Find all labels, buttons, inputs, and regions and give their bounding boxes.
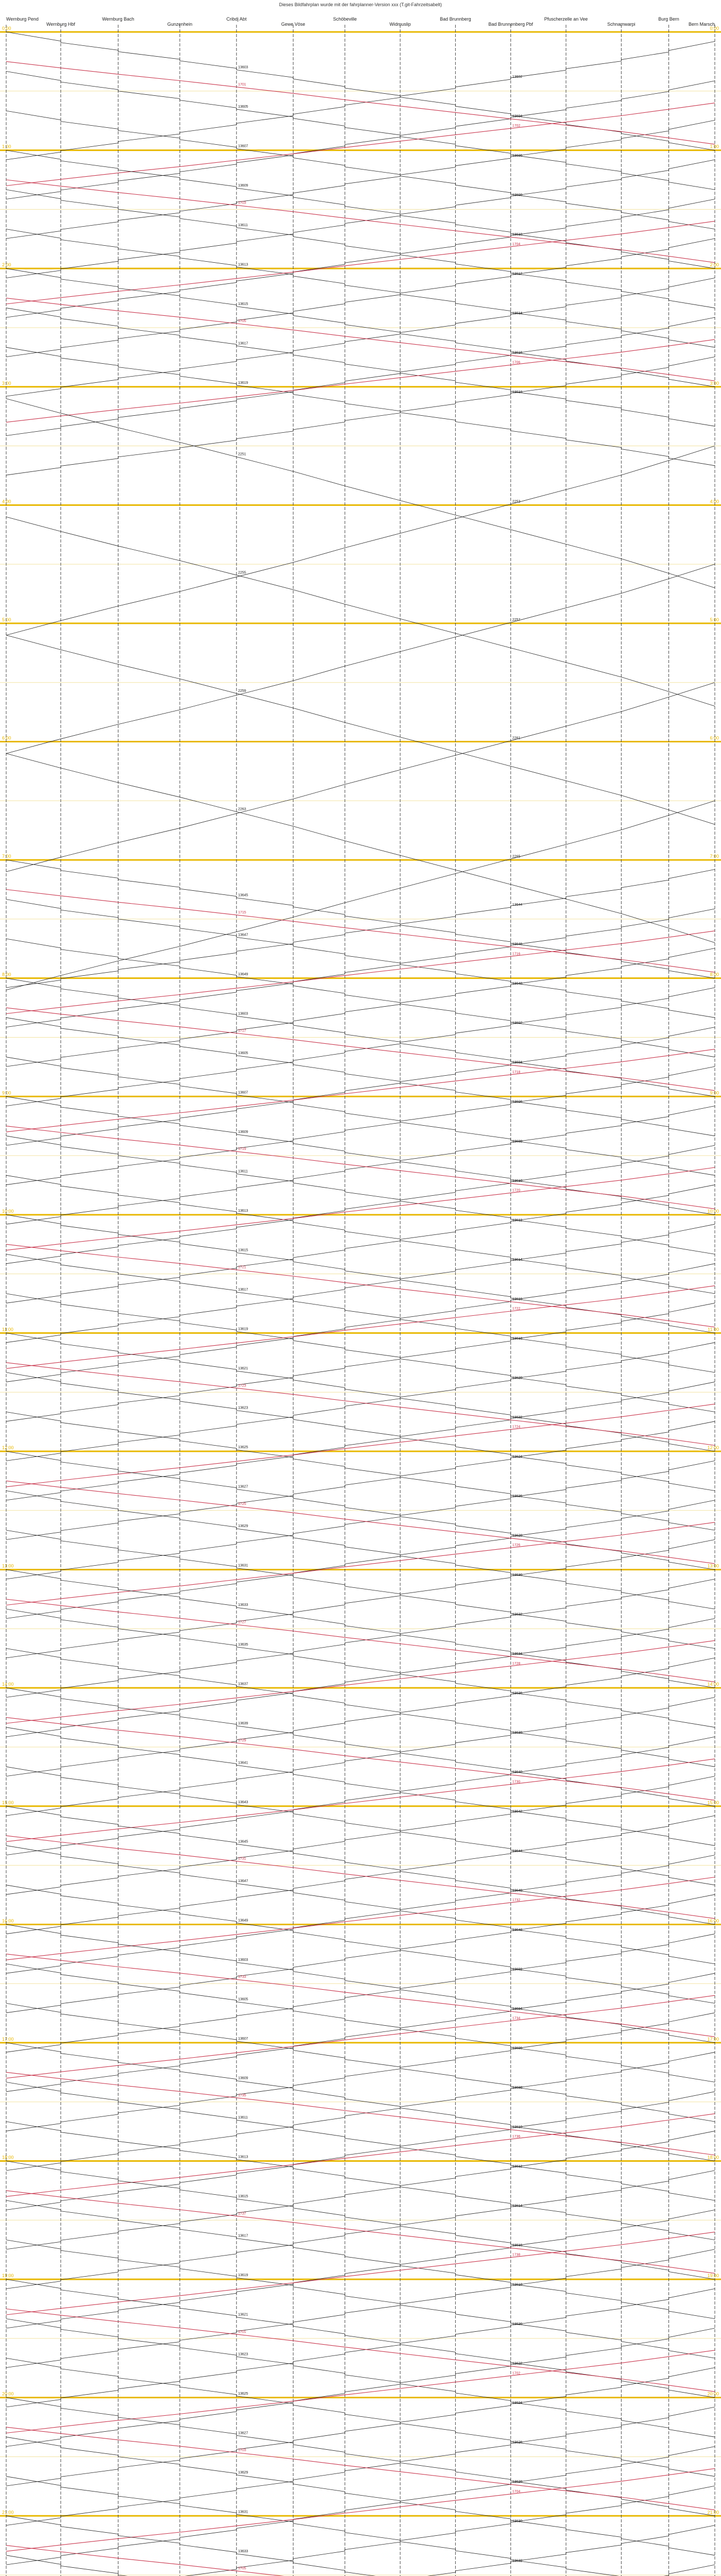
train-path: [6, 399, 715, 588]
train-number: 1728: [512, 1662, 521, 1666]
train-path: [6, 2468, 715, 2551]
train-number: 1737: [238, 2212, 246, 2216]
train-path: [6, 2114, 715, 2197]
train-number: 1722: [512, 1307, 521, 1311]
train-path: [6, 1136, 715, 1255]
hour-label: 14:00: [2, 1682, 14, 1687]
station-name: Bad Brunnberg: [440, 16, 471, 22]
train-path: [6, 931, 715, 1014]
train-number: 13646: [512, 942, 523, 946]
train-number: 13634: [512, 1652, 523, 1656]
train-path: [6, 103, 715, 186]
station-grid: [6, 25, 715, 2576]
train-number: 13626: [512, 1495, 523, 1499]
train-number: 1718: [512, 1070, 521, 1074]
train-number: 13619: [238, 2274, 248, 2278]
train-number: 13624: [512, 2401, 523, 2405]
station-name: Schnamwarpi: [607, 22, 636, 27]
train-number: 13623: [238, 1406, 248, 1410]
train-number: 13617: [238, 342, 248, 346]
hour-label: 13:00: [2, 1563, 14, 1569]
train-number: 13633: [238, 2549, 248, 2553]
train-number: 13619: [238, 381, 248, 385]
train-number: 13641: [238, 1761, 248, 1765]
train-number: 13611: [238, 223, 248, 227]
hour-label: 18:00: [2, 2155, 14, 2160]
hour-label: 3:00: [2, 380, 11, 386]
train-path: [6, 446, 715, 635]
station-labels: [6, 16, 715, 27]
train-number: 2257: [512, 618, 521, 622]
train-number: 13640: [512, 1770, 523, 1774]
hour-label: 15:00: [707, 1800, 719, 1805]
train-path: [6, 1640, 715, 1723]
train-number: 1732: [512, 1898, 521, 1902]
train-number: 13611: [238, 2116, 248, 2120]
train-path: [6, 1877, 715, 1960]
train-number: 1727: [238, 1620, 246, 1624]
train-number: 1723: [238, 1384, 246, 1388]
train-number: 13630: [512, 2519, 523, 2523]
hour-label: 17:00: [2, 2036, 14, 2042]
train-path: [6, 1845, 715, 1964]
train-path: [6, 221, 715, 304]
train-number: 2265: [512, 855, 521, 859]
train-number: 13603: [238, 1012, 248, 1016]
train-number: 2251: [238, 452, 246, 456]
hour-label: 19:00: [2, 2273, 14, 2279]
train-number: 1734: [512, 2016, 521, 2021]
train-number: 13608: [512, 1140, 523, 1144]
train-number: 13604: [512, 114, 523, 118]
train-number: 13610: [512, 233, 523, 237]
train-number: 13627: [238, 2431, 248, 2435]
train-number: 13647: [238, 933, 248, 937]
station-name: Bern Marsch: [688, 22, 715, 27]
hour-label: 10:00: [707, 1208, 719, 1214]
train-path: [6, 1759, 715, 1842]
train-number: 13633: [238, 1603, 248, 1607]
train-path: [6, 2003, 715, 2122]
hour-label: 0:00: [710, 26, 719, 31]
train-path: [6, 1185, 715, 1303]
train-number: 13616: [512, 351, 523, 355]
train-number: 13631: [238, 2510, 248, 2514]
train-number: 1729: [238, 1739, 246, 1743]
train-path: [6, 1894, 715, 2013]
hour-label: 14:00: [707, 1682, 719, 1687]
train-number: 13609: [238, 2076, 248, 2080]
train-path: [6, 1294, 715, 1412]
station-name: Wernburg Pend: [6, 16, 39, 22]
train-number: 13618: [512, 1336, 523, 1341]
train-number: 13606: [512, 1100, 523, 1104]
train-number: 1717: [238, 1029, 246, 1033]
hour-label: 7:00: [2, 854, 11, 859]
train-paths: [6, 32, 715, 2576]
train-path: [6, 635, 715, 824]
train-number: 1701: [238, 82, 246, 87]
train-number: 13613: [238, 263, 248, 267]
train-number: 13637: [238, 1682, 248, 1686]
train-path: [6, 564, 715, 753]
train-path: [6, 2350, 715, 2433]
train-number: 13606: [512, 2046, 523, 2050]
train-number: 13644: [512, 903, 523, 907]
train-number: 1702: [512, 2371, 521, 2376]
train-number: 13619: [238, 1327, 248, 1331]
train-number: 1703: [238, 2448, 246, 2452]
hour-label: 0:00: [2, 26, 11, 31]
train-number: 13621: [238, 1367, 248, 1371]
train-number: 13610: [512, 1179, 523, 1183]
train-path: [6, 2437, 715, 2555]
train-path: [6, 317, 715, 436]
train-number: 1735: [238, 2093, 246, 2097]
train-number: 13613: [238, 1209, 248, 1213]
train-number: 1720: [512, 1189, 521, 1193]
hour-label: 2:00: [710, 262, 719, 268]
train-path: [6, 2477, 715, 2576]
hour-label: 4:00: [2, 499, 11, 504]
hour-label: 21:00: [2, 2510, 14, 2515]
train-path: [6, 1175, 715, 1294]
hour-label: 9:00: [710, 1090, 719, 1096]
station-name: Wernburg Hbf: [46, 22, 75, 27]
hour-label: 21:00: [707, 2510, 719, 2515]
train-number: 2255: [238, 571, 246, 575]
hour-label: 1:00: [2, 144, 11, 149]
train-number: 13625: [238, 1446, 248, 1450]
hour-label: 5:00: [2, 617, 11, 622]
train-number: 1738: [512, 2253, 521, 2257]
train-number: 13623: [238, 2352, 248, 2357]
train-number: 13605: [238, 105, 248, 109]
train-number: 1705: [238, 2567, 246, 2571]
train-number: 13611: [238, 1170, 248, 1174]
train-path: [6, 2232, 715, 2315]
train-number: 13602: [512, 1021, 523, 1025]
train-number: 13615: [238, 2195, 248, 2199]
train-number: 1705: [238, 319, 246, 324]
train-number: 1702: [512, 124, 521, 128]
train-path: [6, 1404, 715, 1487]
train-number: 13612: [512, 2164, 523, 2168]
train-number: 13614: [512, 2204, 523, 2208]
train-number: 13629: [238, 2470, 248, 2475]
train-path: [6, 1727, 715, 1846]
hour-label: 12:00: [707, 1445, 719, 1450]
train-number: 13632: [512, 1613, 523, 1617]
hour-label: 4:00: [710, 499, 719, 504]
hour-label: 6:00: [710, 735, 719, 741]
train-path: [6, 357, 715, 476]
train-number: 13642: [512, 1810, 523, 1814]
hour-label: 6:00: [2, 735, 11, 741]
train-path: [6, 1286, 715, 1369]
train-number: 13627: [238, 1485, 248, 1489]
train-path: [6, 1049, 715, 1132]
train-number: 2261: [512, 736, 521, 740]
train-number: 13614: [512, 312, 523, 316]
hour-label: 8:00: [2, 972, 11, 977]
train-number: 1701: [238, 2330, 246, 2334]
train-number: 1725: [238, 1502, 246, 1506]
train-number: 1730: [512, 1780, 521, 1784]
hour-label: 9:00: [2, 1090, 11, 1096]
train-number: 13602: [512, 1968, 523, 1972]
train-number: 13608: [512, 193, 523, 197]
train-path: [6, 340, 715, 422]
train-number: 13605: [238, 1051, 248, 1055]
train-number: 13609: [238, 184, 248, 188]
train-number: 13628: [512, 1534, 523, 1538]
train-number: 13617: [238, 1288, 248, 1292]
train-path: [6, 2240, 715, 2359]
station-name: Gunzenhein: [167, 22, 193, 27]
header-caption: Dieses Bildfahrplan wurde mit der fahrplanner-Version xxx (T.git-Fahrzeitsabelt): [279, 2, 442, 7]
train-number: 13607: [238, 144, 248, 148]
train-number: 13608: [512, 2086, 523, 2090]
station-name: Burg Bern: [658, 16, 679, 22]
train-number: 1703: [238, 201, 246, 205]
train-number: 1736: [512, 2135, 521, 2139]
train-number: 13639: [238, 1721, 248, 1725]
train-number: 13616: [512, 2244, 523, 2248]
train-number: 13618: [512, 391, 523, 395]
train-number: 13626: [512, 2441, 523, 2445]
train-path: [6, 1609, 715, 1727]
train-path: [6, 2122, 715, 2240]
train-number: 2253: [512, 500, 521, 504]
train-path: [6, 900, 715, 1018]
train-number: 13636: [512, 1691, 523, 1696]
train-number: 13629: [238, 1524, 248, 1529]
train-number: 1724: [512, 1425, 521, 1429]
hour-label: 2:00: [2, 262, 11, 268]
train-number: 13645: [238, 893, 248, 897]
hour-label: 11:00: [2, 1327, 13, 1332]
train-number: 13616: [512, 1297, 523, 1301]
station-name: Schöbeville: [333, 16, 357, 22]
station-name: Gewe Vöse: [281, 22, 305, 27]
station-name: Pfuscherzelle an Vee: [544, 16, 588, 22]
train-number: 1706: [512, 361, 521, 365]
train-number: 13625: [238, 2392, 248, 2396]
hour-label: 12:00: [2, 1445, 14, 1450]
train-number: 13648: [512, 982, 523, 986]
hour-label: 17:00: [707, 2036, 719, 2042]
train-number: 13630: [512, 1573, 523, 1578]
station-name: Bad Brunnenberg Pbf: [488, 22, 534, 27]
train-number: 13635: [238, 1642, 248, 1647]
train-number: 13603: [238, 65, 248, 70]
train-path: [6, 2546, 715, 2576]
station-name: Wernburg Bach: [102, 16, 134, 22]
train-number: 1704: [512, 2489, 521, 2494]
train-number: 13614: [512, 1258, 523, 1262]
train-path: [6, 683, 715, 872]
train-number: 13605: [238, 1997, 248, 2002]
hour-label: 8:00: [710, 972, 719, 977]
train-number: 13604: [512, 1061, 523, 1065]
train-path: [6, 41, 715, 160]
train-number: 13643: [238, 1800, 248, 1804]
train-number: 13632: [512, 2559, 523, 2563]
train-number: 1716: [512, 952, 521, 956]
train-path: [6, 1522, 715, 1605]
train-path: [6, 1964, 715, 2082]
train-path: [6, 1254, 715, 1372]
train-path: [6, 1412, 715, 1531]
train-path: [6, 308, 715, 427]
train-number: 13604: [512, 2007, 523, 2011]
hour-label: 16:00: [2, 1918, 14, 1924]
hour-grid: [0, 26, 721, 2576]
train-number: 13649: [238, 1919, 248, 1923]
train-number: 13615: [238, 302, 248, 306]
train-number: 1721: [238, 1265, 246, 1269]
train-number: 13609: [238, 1130, 248, 1134]
train-number: 13649: [238, 972, 248, 976]
train-path: [6, 2526, 715, 2576]
hour-label: 16:00: [707, 1918, 719, 1924]
train-number: 1733: [238, 1975, 246, 1979]
train-number: 13617: [238, 2234, 248, 2238]
station-name: Cribdj Abt: [226, 16, 247, 22]
train-number: 13602: [512, 75, 523, 79]
train-path: [6, 2555, 715, 2576]
train-number: 13612: [512, 1218, 523, 1223]
train-path: [6, 111, 715, 229]
hour-label: 1:00: [710, 144, 719, 149]
train-number: 1715: [238, 910, 246, 914]
train-number: 13620: [512, 1376, 523, 1380]
train-number: 13607: [238, 1091, 248, 1095]
train-number: 13631: [238, 1564, 248, 1568]
train-number: 13645: [238, 1840, 248, 1844]
train-number: 13622: [512, 1415, 523, 1419]
train-path: [6, 801, 715, 990]
hour-label: 13:00: [707, 1563, 719, 1569]
train-number: 2263: [238, 807, 246, 811]
train-number: 2259: [238, 689, 246, 693]
train-path: [6, 1018, 715, 1136]
train-number: 13621: [238, 2313, 248, 2317]
train-number: 13647: [238, 1879, 248, 1883]
train-number: 13612: [512, 272, 523, 276]
train-path: [6, 517, 715, 706]
train-path: [6, 754, 715, 943]
hour-label: 15:00: [2, 1800, 14, 1805]
train-number: 13648: [512, 1928, 523, 1932]
train-number: 1719: [238, 1147, 246, 1151]
train-number: 13644: [512, 1849, 523, 1853]
train-path: [6, 1885, 715, 2004]
train-number: 13613: [238, 2155, 248, 2159]
hour-label: 3:00: [710, 380, 719, 386]
train-number: 13603: [238, 1958, 248, 1962]
hour-label: 7:00: [710, 854, 719, 859]
train-path: [6, 2486, 715, 2576]
train-number: 13618: [512, 2283, 523, 2287]
train-number: 13628: [512, 2480, 523, 2484]
hour-label: 11:00: [708, 1327, 719, 1332]
hour-label: 5:00: [710, 617, 719, 622]
train-path: [6, 1461, 715, 1579]
hour-label: 18:00: [707, 2155, 719, 2160]
train-number: 1731: [238, 1857, 246, 1861]
train-path: [6, 1530, 715, 1649]
train-number: 1726: [512, 1544, 521, 1548]
train-number: 13620: [512, 2323, 523, 2327]
station-name: Widmuslip: [389, 22, 411, 27]
train-number: 13638: [512, 1731, 523, 1735]
train-path: [6, 2319, 715, 2437]
hour-label: 20:00: [2, 2391, 14, 2397]
hour-label: 20:00: [707, 2391, 719, 2397]
train-path: [6, 190, 715, 308]
train-number: 13646: [512, 1889, 523, 1893]
hour-label: 19:00: [707, 2273, 719, 2279]
train-number: 13610: [512, 2125, 523, 2129]
train-path: [6, 1995, 715, 2078]
train-number: 1704: [512, 242, 521, 246]
train-number: 13607: [238, 2037, 248, 2041]
hour-label: 10:00: [2, 1208, 14, 1214]
train-number: 13606: [512, 154, 523, 158]
train-path: [6, 2516, 715, 2576]
train-number: 13622: [512, 2362, 523, 2366]
train-path: [6, 1167, 715, 1250]
train-number: 13624: [512, 1455, 523, 1459]
train-number: 13615: [238, 1248, 248, 1252]
